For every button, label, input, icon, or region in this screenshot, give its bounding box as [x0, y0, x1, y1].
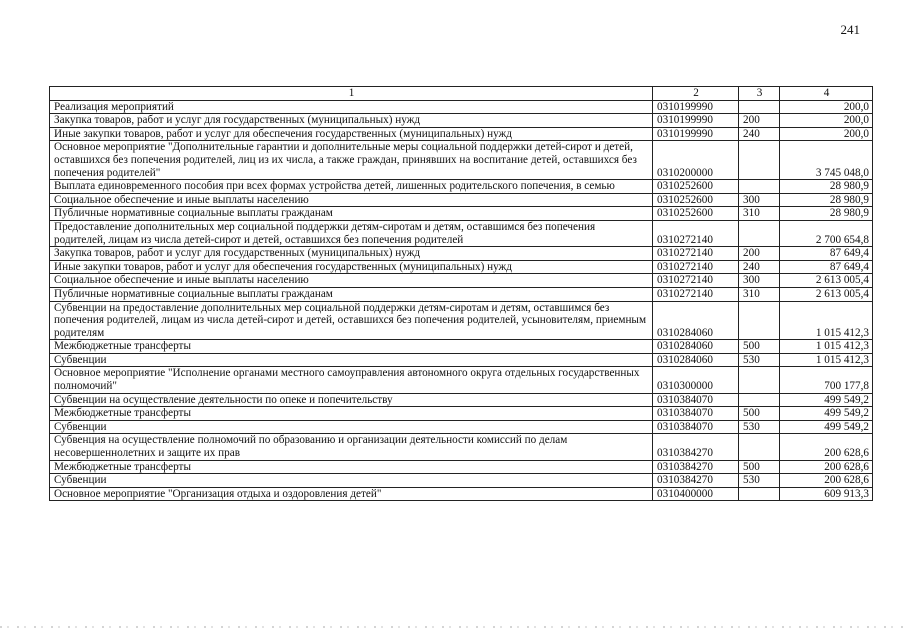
- table-row: [50, 193, 873, 207]
- row-amount-cell: 1 015 412,3: [780, 353, 873, 367]
- row-amount-cell: 1 015 412,3: [780, 340, 873, 354]
- row-type-cell: 310: [739, 287, 780, 301]
- table-row: [50, 353, 873, 367]
- row-code-cell: 0310384270: [653, 474, 739, 488]
- table-body: [50, 100, 873, 501]
- table-row: [50, 487, 873, 501]
- row-name-cell: Субвенции: [50, 353, 653, 367]
- table-row: [50, 420, 873, 434]
- row-code-cell: 0310284060: [653, 301, 739, 340]
- row-name-cell: Социальное обеспечение и иные выплаты населению: [50, 274, 653, 288]
- row-code-cell: 0310300000: [653, 367, 739, 393]
- page-number: 241: [840, 22, 860, 37]
- row-amount-cell: 3 745 048,0: [780, 141, 873, 180]
- row-amount-cell: 200,0: [780, 100, 873, 114]
- row-name-cell: Социальное обеспечение и иные выплаты населению: [50, 193, 653, 207]
- row-code-cell: 0310384070: [653, 393, 739, 407]
- row-amount-cell: 700 177,8: [780, 367, 873, 393]
- table-row: [50, 340, 873, 354]
- row-type-cell: [739, 487, 780, 501]
- row-code-cell: 0310384270: [653, 460, 739, 474]
- row-code-cell: 0310284060: [653, 340, 739, 354]
- row-type-cell: 240: [739, 127, 780, 141]
- table-row: [50, 114, 873, 128]
- table-row: [50, 180, 873, 194]
- row-code-cell: 0310272140: [653, 274, 739, 288]
- row-type-cell: 310: [739, 207, 780, 221]
- row-name-cell: Основное мероприятие "Исполнение органами местного самоуправления автономного округа отдельных государственных полномочий": [50, 367, 653, 393]
- row-amount-cell: 499 549,2: [780, 393, 873, 407]
- table-row: [50, 247, 873, 261]
- row-type-cell: 300: [739, 193, 780, 207]
- row-type-cell: 200: [739, 247, 780, 261]
- row-code-cell: 0310252600: [653, 180, 739, 194]
- row-amount-cell: 609 913,3: [780, 487, 873, 501]
- row-code-cell: 0310384070: [653, 420, 739, 434]
- row-name-cell: Субвенция на осуществление полномочий по образованию и организации деятельности комиссий по делам несовершеннолетних и защите их прав: [50, 434, 653, 460]
- row-name-cell: Иные закупки товаров, работ и услуг для обеспечения государственных (муниципальных) нужд: [50, 127, 653, 141]
- row-type-cell: [739, 141, 780, 180]
- table-row: [50, 393, 873, 407]
- row-amount-cell: 28 980,9: [780, 207, 873, 221]
- row-amount-cell: 28 980,9: [780, 180, 873, 194]
- row-type-cell: 300: [739, 274, 780, 288]
- row-type-cell: 500: [739, 407, 780, 421]
- row-amount-cell: 2 613 005,4: [780, 274, 873, 288]
- row-type-cell: 530: [739, 420, 780, 434]
- row-code-cell: 0310252600: [653, 193, 739, 207]
- row-name-cell: Межбюджетные трансферты: [50, 460, 653, 474]
- row-name-cell: Субвенции: [50, 420, 653, 434]
- row-code-cell: 0310272140: [653, 260, 739, 274]
- row-code-cell: 0310252600: [653, 207, 739, 221]
- table-row: [50, 301, 873, 340]
- table-row: [50, 220, 873, 246]
- row-type-cell: [739, 220, 780, 246]
- row-type-cell: 240: [739, 260, 780, 274]
- row-amount-cell: 2 700 654,8: [780, 220, 873, 246]
- row-type-cell: 200: [739, 114, 780, 128]
- row-code-cell: 0310199990: [653, 127, 739, 141]
- row-code-cell: 0310199990: [653, 100, 739, 114]
- row-code-cell: 0310272140: [653, 287, 739, 301]
- header-cell: 2: [653, 87, 739, 101]
- scan-artifact: [0, 626, 905, 628]
- row-amount-cell: 1 015 412,3: [780, 301, 873, 340]
- row-type-cell: 500: [739, 340, 780, 354]
- table-row: [50, 434, 873, 460]
- header-cell: 3: [739, 87, 780, 101]
- row-name-cell: Выплата единовременного пособия при всех формах устройства детей, лишенных родительского попечения, в семью: [50, 180, 653, 194]
- row-name-cell: Межбюджетные трансферты: [50, 340, 653, 354]
- row-code-cell: 0310384270: [653, 434, 739, 460]
- table-row: [50, 260, 873, 274]
- row-amount-cell: 499 549,2: [780, 407, 873, 421]
- row-code-cell: 0310384070: [653, 407, 739, 421]
- row-code-cell: 0310199990: [653, 114, 739, 128]
- budget-table: [49, 86, 873, 501]
- row-code-cell: 0310272140: [653, 220, 739, 246]
- row-type-cell: 500: [739, 460, 780, 474]
- table-row: [50, 407, 873, 421]
- header-cell: 1: [50, 87, 653, 101]
- row-type-cell: [739, 393, 780, 407]
- row-code-cell: 0310284060: [653, 353, 739, 367]
- row-type-cell: [739, 180, 780, 194]
- row-type-cell: 530: [739, 353, 780, 367]
- row-name-cell: Публичные нормативные социальные выплаты гражданам: [50, 287, 653, 301]
- row-amount-cell: 2 613 005,4: [780, 287, 873, 301]
- row-amount-cell: 200 628,6: [780, 434, 873, 460]
- row-name-cell: Основное мероприятие "Дополнительные гарантии и дополнительные меры социальной поддержки детей-сирот и детей, оставшихся без попечения родителей, лиц из их числа, а также граждан, принявших на воспитание детей, оставшихся без попечения родителей": [50, 141, 653, 180]
- table-row: [50, 367, 873, 393]
- row-amount-cell: 28 980,9: [780, 193, 873, 207]
- table-row: [50, 474, 873, 488]
- row-amount-cell: 200 628,6: [780, 474, 873, 488]
- row-name-cell: Закупка товаров, работ и услуг для государственных (муниципальных) нужд: [50, 247, 653, 261]
- row-type-cell: 530: [739, 474, 780, 488]
- row-type-cell: [739, 434, 780, 460]
- table-row: [50, 100, 873, 114]
- row-type-cell: [739, 301, 780, 340]
- row-code-cell: 0310200000: [653, 141, 739, 180]
- table-row: [50, 287, 873, 301]
- row-name-cell: Предоставление дополнительных мер социальной поддержки детям-сиротам и детям, оставшимся без попечения родителей, лицам из числа детей-сирот и детей, оставшихся без попечения родителей: [50, 220, 653, 246]
- row-name-cell: Основное мероприятие "Организация отдыха и оздоровления детей": [50, 487, 653, 501]
- header-cell: 4: [780, 87, 873, 101]
- table-row: [50, 460, 873, 474]
- row-name-cell: Субвенции: [50, 474, 653, 488]
- row-amount-cell: 200,0: [780, 127, 873, 141]
- row-name-cell: Субвенции на предоставление дополнительных мер социальной поддержки детям-сиротам и детям, оставшимся без попечения родителей, лицам из числа детей-сирот и детей, оставшихся без попечения родителей, усыновителям, приемным родителям: [50, 301, 653, 340]
- row-amount-cell: 499 549,2: [780, 420, 873, 434]
- row-amount-cell: 87 649,4: [780, 260, 873, 274]
- table-row: [50, 127, 873, 141]
- row-type-cell: [739, 100, 780, 114]
- row-name-cell: Субвенции на осуществление деятельности по опеке и попечительству: [50, 393, 653, 407]
- row-name-cell: Закупка товаров, работ и услуг для государственных (муниципальных) нужд: [50, 114, 653, 128]
- row-code-cell: 0310400000: [653, 487, 739, 501]
- table-row: [50, 274, 873, 288]
- row-code-cell: 0310272140: [653, 247, 739, 261]
- table-header-row: [50, 87, 873, 101]
- row-type-cell: [739, 367, 780, 393]
- row-name-cell: Иные закупки товаров, работ и услуг для обеспечения государственных (муниципальных) нужд: [50, 260, 653, 274]
- row-amount-cell: 200 628,6: [780, 460, 873, 474]
- row-name-cell: Публичные нормативные социальные выплаты гражданам: [50, 207, 653, 221]
- row-name-cell: Межбюджетные трансферты: [50, 407, 653, 421]
- row-amount-cell: 200,0: [780, 114, 873, 128]
- row-amount-cell: 87 649,4: [780, 247, 873, 261]
- row-name-cell: Реализация мероприятий: [50, 100, 653, 114]
- table-row: [50, 207, 873, 221]
- table-row: [50, 141, 873, 180]
